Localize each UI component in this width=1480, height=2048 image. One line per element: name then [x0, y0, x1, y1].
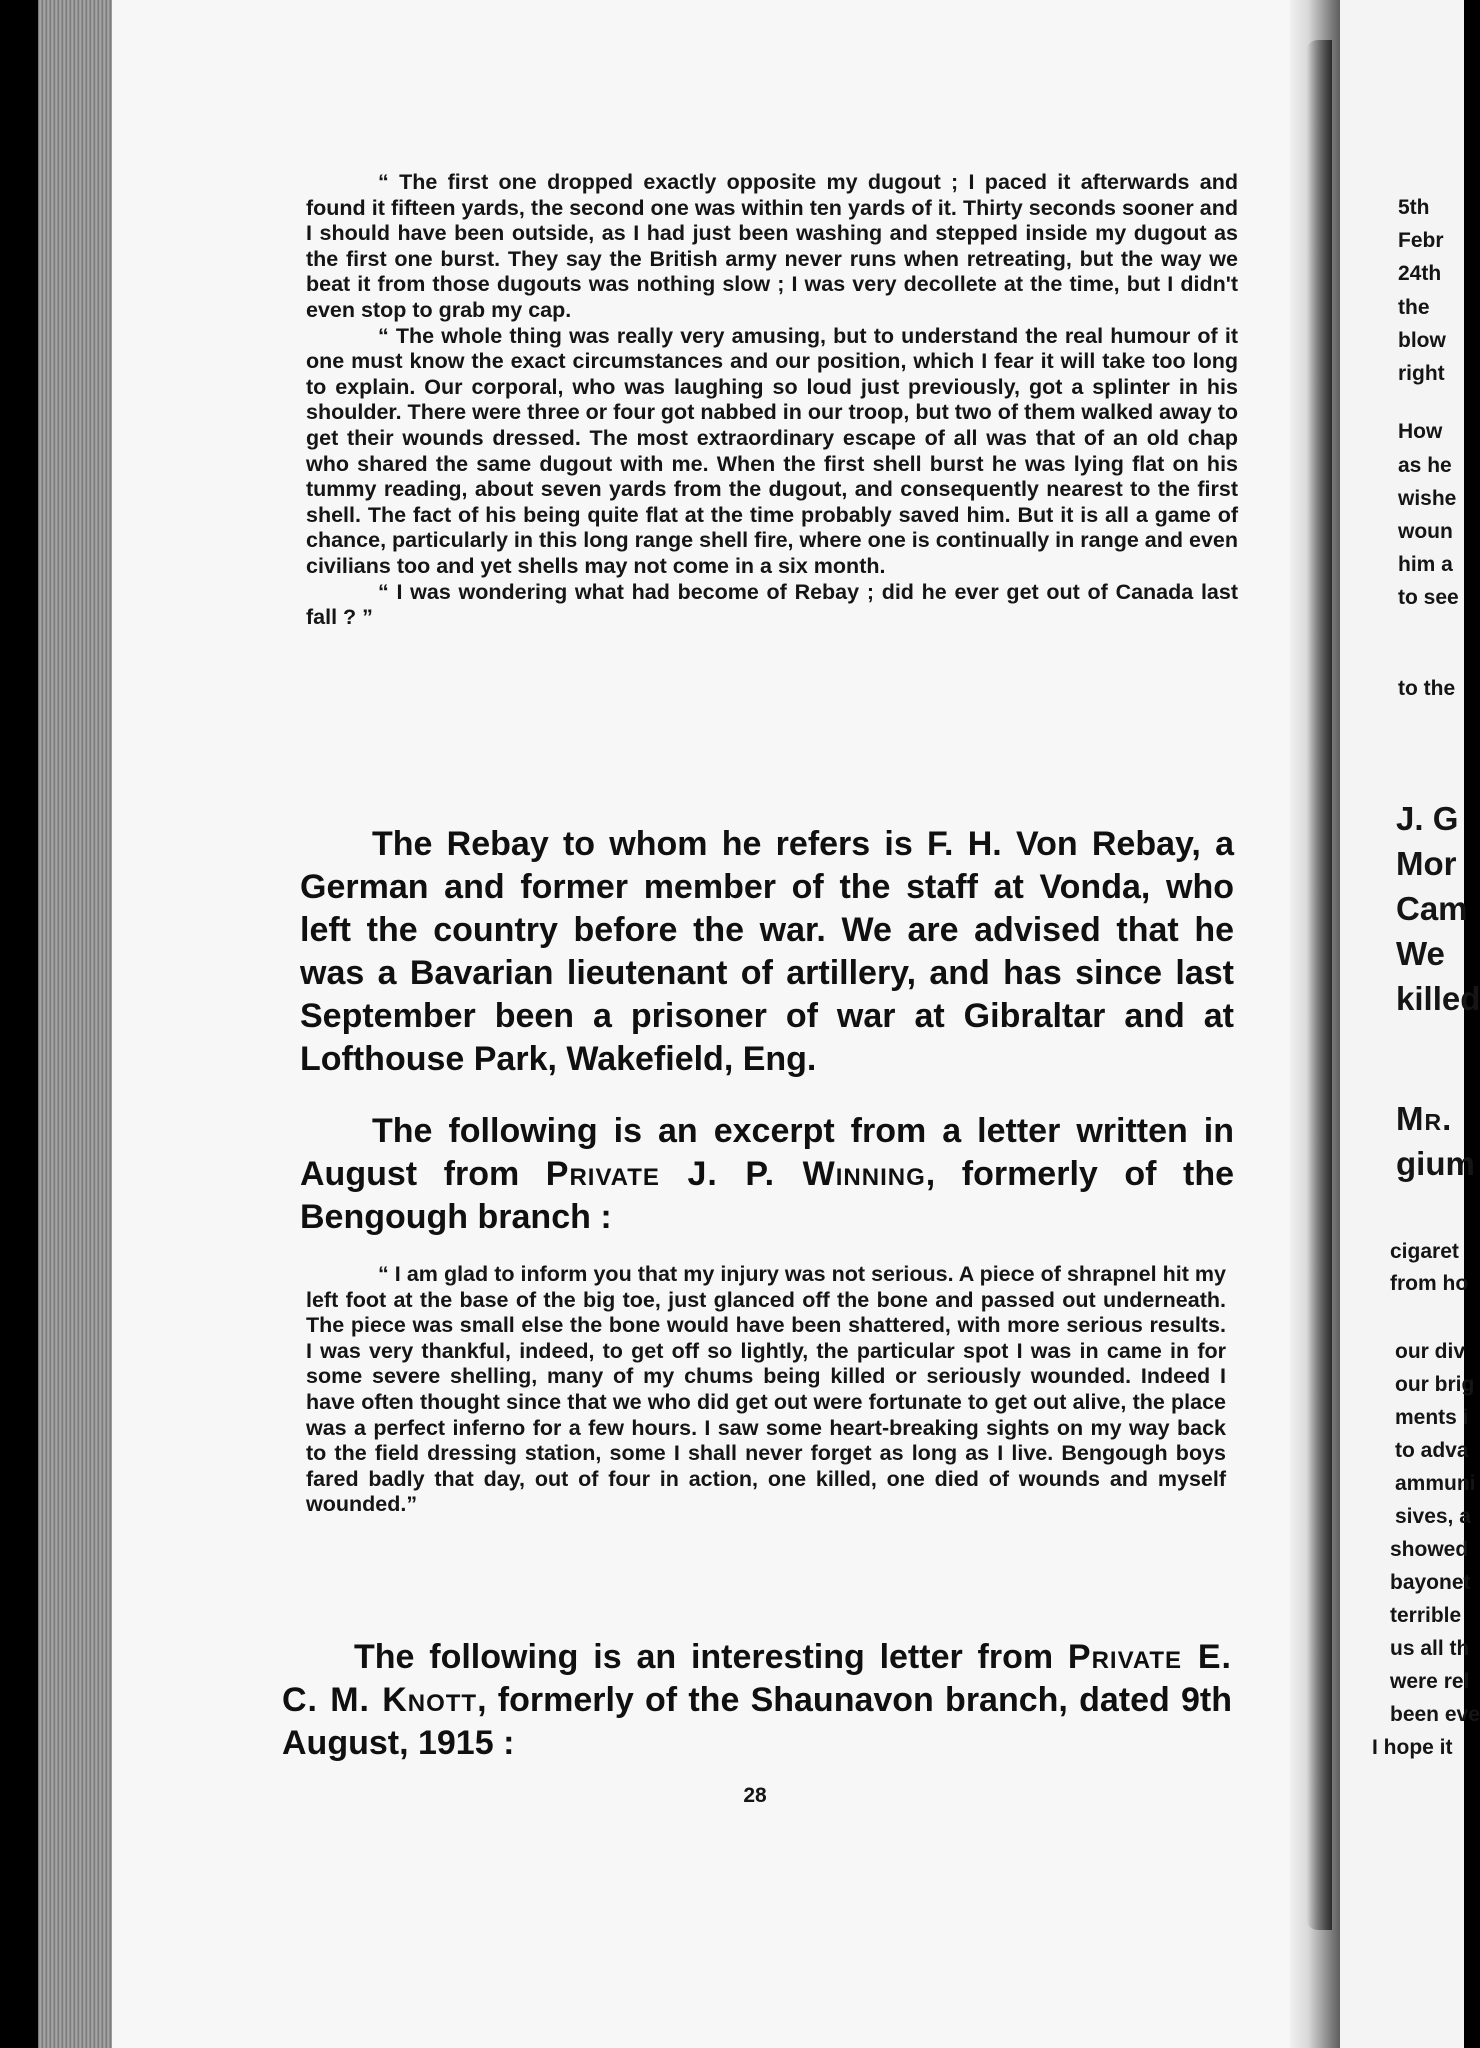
right-page-fragment: ments i [1395, 1406, 1469, 1429]
rebay-paragraph: The Rebay to whom he refers is F. H. Von Rebay, a German and former member of the staff at Vonda, who left the country before the war. We are advised that he was a Bavarian lieutenant of artillery, and has since last September been a prisoner of war at Gibraltar and at Lofthouse Park, Wakefield, Eng. [300, 825, 1234, 1078]
right-page-fragment: been eve [1390, 1703, 1480, 1726]
right-page-fragment: Cam [1396, 890, 1468, 927]
right-page-fragment: him a [1398, 553, 1453, 576]
right-page-fragment: to the [1398, 677, 1456, 700]
soldier-name: Private J. P. Winning [545, 1155, 926, 1193]
right-page-fragment: Febr [1398, 229, 1444, 252]
right-page-fragment: wishe [1398, 487, 1457, 510]
right-page-fragment: 24th [1398, 262, 1442, 285]
winning-intro [300, 1110, 1234, 1239]
intro-text: , formerly of the Bengough branch : [300, 1155, 1234, 1236]
right-page-fragment: as he [1398, 454, 1452, 477]
right-page-fragment: woun [1398, 520, 1453, 543]
page-number: 28 [743, 1784, 767, 1807]
rebay-note [300, 823, 1234, 1081]
gutter-shadow [1306, 40, 1332, 1930]
letter1-paragraph: “ The first one dropped exactly opposite my dugout ; I paced it afterwards and found it fifteen yards, the second one was within ten yards of it. Thirty seconds sooner and I should have been outside, as I had just been washing and stepped inside my dugout as the first one burst. They say the British army never runs when retreating, but the way we beat it from those dugouts was nothing slow ; I was very decollete at the time, but I didn't even stop to grab my cap. [306, 170, 1238, 322]
winning-intro-paragraph [300, 1110, 1234, 1239]
letter1-paragraph: “ I was wondering what had become of Rebay ; did he ever get out of Canada last fall ? ” [306, 579, 1238, 630]
right-page-fragment: our brig [1395, 1373, 1475, 1396]
right-page-fragment: Mr. [1396, 1100, 1453, 1137]
right-page-fragment: gium [1396, 1145, 1475, 1182]
right-page-fragment: our div [1395, 1340, 1466, 1363]
page-stack-edge [38, 0, 120, 2048]
right-page-fragment: right [1398, 362, 1445, 385]
right-page-fragment: Mor [1396, 845, 1457, 882]
letter2-paragraph: “ I am glad to inform you that my injury was not serious. A piece of shrapnel hit my left foot at the base of the big toe, just glanced off the bone and passed out underneath. The piece was small else the bone would have been shattered, with more serious results. I was very thankful, indeed, to get off so lightly, the particular spot I was in came in for some severe shelling, many of my chums being killed or seriously wounded. Indeed I have often thought since that we who did get out were fortunate to get out alive, the place was a perfect inferno for a few hours. I saw some heart-breaking sights on my way back to the field dressing station, some I shall never forget as long as I live. Bengough boys fared badly that day, out of four in action, one killed, one died of wounds and myself wounded.” [306, 1262, 1226, 1517]
intro-text: The following is an interesting letter from [354, 1638, 1068, 1676]
right-page-fragment: were rel [1390, 1670, 1470, 1693]
knott-intro-paragraph [282, 1636, 1232, 1765]
letter-excerpt-2 [306, 1262, 1226, 1518]
right-page-fragment: 5th [1398, 196, 1430, 219]
right-page-fragment: We [1396, 935, 1445, 972]
right-page-fragment: us all th [1390, 1637, 1470, 1660]
right-page-fragment: to see [1398, 586, 1459, 609]
right-page-fragment: to adva [1395, 1439, 1469, 1462]
right-page-fragment: I hope it [1372, 1736, 1453, 1759]
intro-text: The following is an excerpt from a letter written in August from [300, 1112, 1234, 1193]
right-page-fragment: killed [1396, 980, 1480, 1017]
letter-excerpt-1 [306, 170, 1238, 631]
right-page-fragment: terrible [1390, 1604, 1462, 1627]
knott-intro [282, 1636, 1232, 1765]
right-page-fragment: ammuni [1395, 1472, 1476, 1495]
intro-text: , formerly of the Shaunavon branch, dated 9th August, 1915 : [282, 1681, 1232, 1762]
right-page-fragment: from ho [1390, 1272, 1469, 1295]
right-page-fragment: showed [1390, 1538, 1469, 1561]
soldier-name: Private E. C. M. Knott [282, 1638, 1232, 1719]
right-page-fragment: blow [1398, 329, 1446, 352]
right-page-fragment: How [1398, 420, 1443, 443]
right-page-fragment: the [1398, 296, 1430, 319]
right-page-fragment: bayonet [1390, 1571, 1471, 1594]
right-page-fragment: J. G [1396, 800, 1459, 837]
letter1-paragraph: “ The whole thing was really very amusing, but to understand the real humour of it one must know the exact circumstances and our position, which I fear it will take too long to explain. Our corporal, who was laughing so loud just previously, got a splinter in his shoulder. There were three or four got nabbed in our troop, but two of them walked away to get their wounds dressed. The most extraordinary escape of all was that of an old chap who shared the same dugout with me. When the first shell burst he was lying flat on his tummy reading, about seven yards from the dugout, and consequently nearest to the first shell. The fact of his being quite flat at the time probably saved him. But it is all a game of chance, particularly in this long range shell fire, where one is continually in range and even civilians too and yet shells may not come in a six month. [306, 323, 1238, 578]
right-page-fragment: sives, a [1395, 1505, 1471, 1528]
right-page-fragment: cigaret [1390, 1240, 1459, 1263]
